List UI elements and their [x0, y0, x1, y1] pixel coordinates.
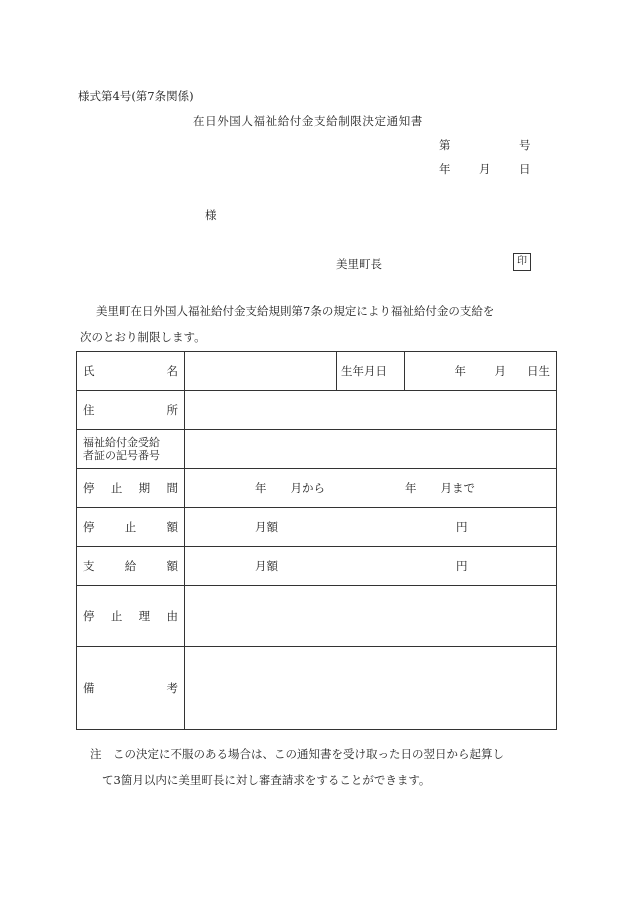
dob-value: 年 月 日生 — [405, 352, 557, 391]
row-cert-number — [77, 430, 557, 469]
notice-table — [76, 351, 557, 730]
period-value: 年 月から 年 月まで — [185, 469, 557, 508]
date-day-label: 日 — [519, 162, 531, 176]
body-line-2: 次のとおり制限します。 — [80, 330, 206, 344]
cert-number-label: 福祉給付金受給 者証の記号番号 — [77, 430, 185, 469]
appeal-note — [90, 741, 560, 793]
row-name — [77, 352, 557, 391]
name-label: 氏 名 — [77, 352, 185, 391]
row-stop-amount — [77, 508, 557, 547]
dob-label: 生年月日 — [337, 352, 405, 391]
address-value — [185, 391, 557, 430]
note-line-2: て3箇月以内に美里町長に対し審査請求をすることができます。 — [102, 773, 431, 787]
stop-amount-value: 月額 円 — [185, 508, 557, 547]
address-label: 住 所 — [77, 391, 185, 430]
document-title: 在日外国人福祉給付金支給制限決定通知書 — [193, 114, 423, 128]
date-month-label: 月 — [479, 162, 491, 176]
row-period — [77, 469, 557, 508]
name-value — [185, 352, 337, 391]
issuer-mayor: 美里町長 — [336, 257, 382, 271]
reason-label: 停 止 理 由 — [77, 586, 185, 647]
pay-amount-value: 月額 円 — [185, 547, 557, 586]
row-reason — [77, 586, 557, 647]
row-pay-amount — [77, 547, 557, 586]
remarks-value — [185, 647, 557, 730]
notice-body — [80, 298, 560, 350]
row-address — [77, 391, 557, 430]
number-prefix: 第 — [439, 138, 451, 152]
pay-amount-label: 支 給 額 — [77, 547, 185, 586]
date-year-label: 年 — [439, 162, 451, 176]
form-id: 様式第4号(第7条関係) — [78, 89, 194, 103]
reason-value — [185, 586, 557, 647]
stop-amount-label: 停 止 額 — [77, 508, 185, 547]
body-line-1: 美里町在日外国人福祉給付金支給規則第7条の規定により福祉給付金の支給を — [96, 304, 495, 318]
note-line-1: 注 この決定に不服のある場合は、この通知書を受け取った日の翌日から起算し — [90, 747, 504, 761]
number-suffix: 号 — [519, 138, 531, 152]
seal-stamp-icon: 印 — [513, 253, 531, 271]
cert-number-value — [185, 430, 557, 469]
period-label: 停 止 期 間 — [77, 469, 185, 508]
remarks-label: 備 考 — [77, 647, 185, 730]
recipient-suffix: 様 — [205, 208, 217, 222]
row-remarks — [77, 647, 557, 730]
